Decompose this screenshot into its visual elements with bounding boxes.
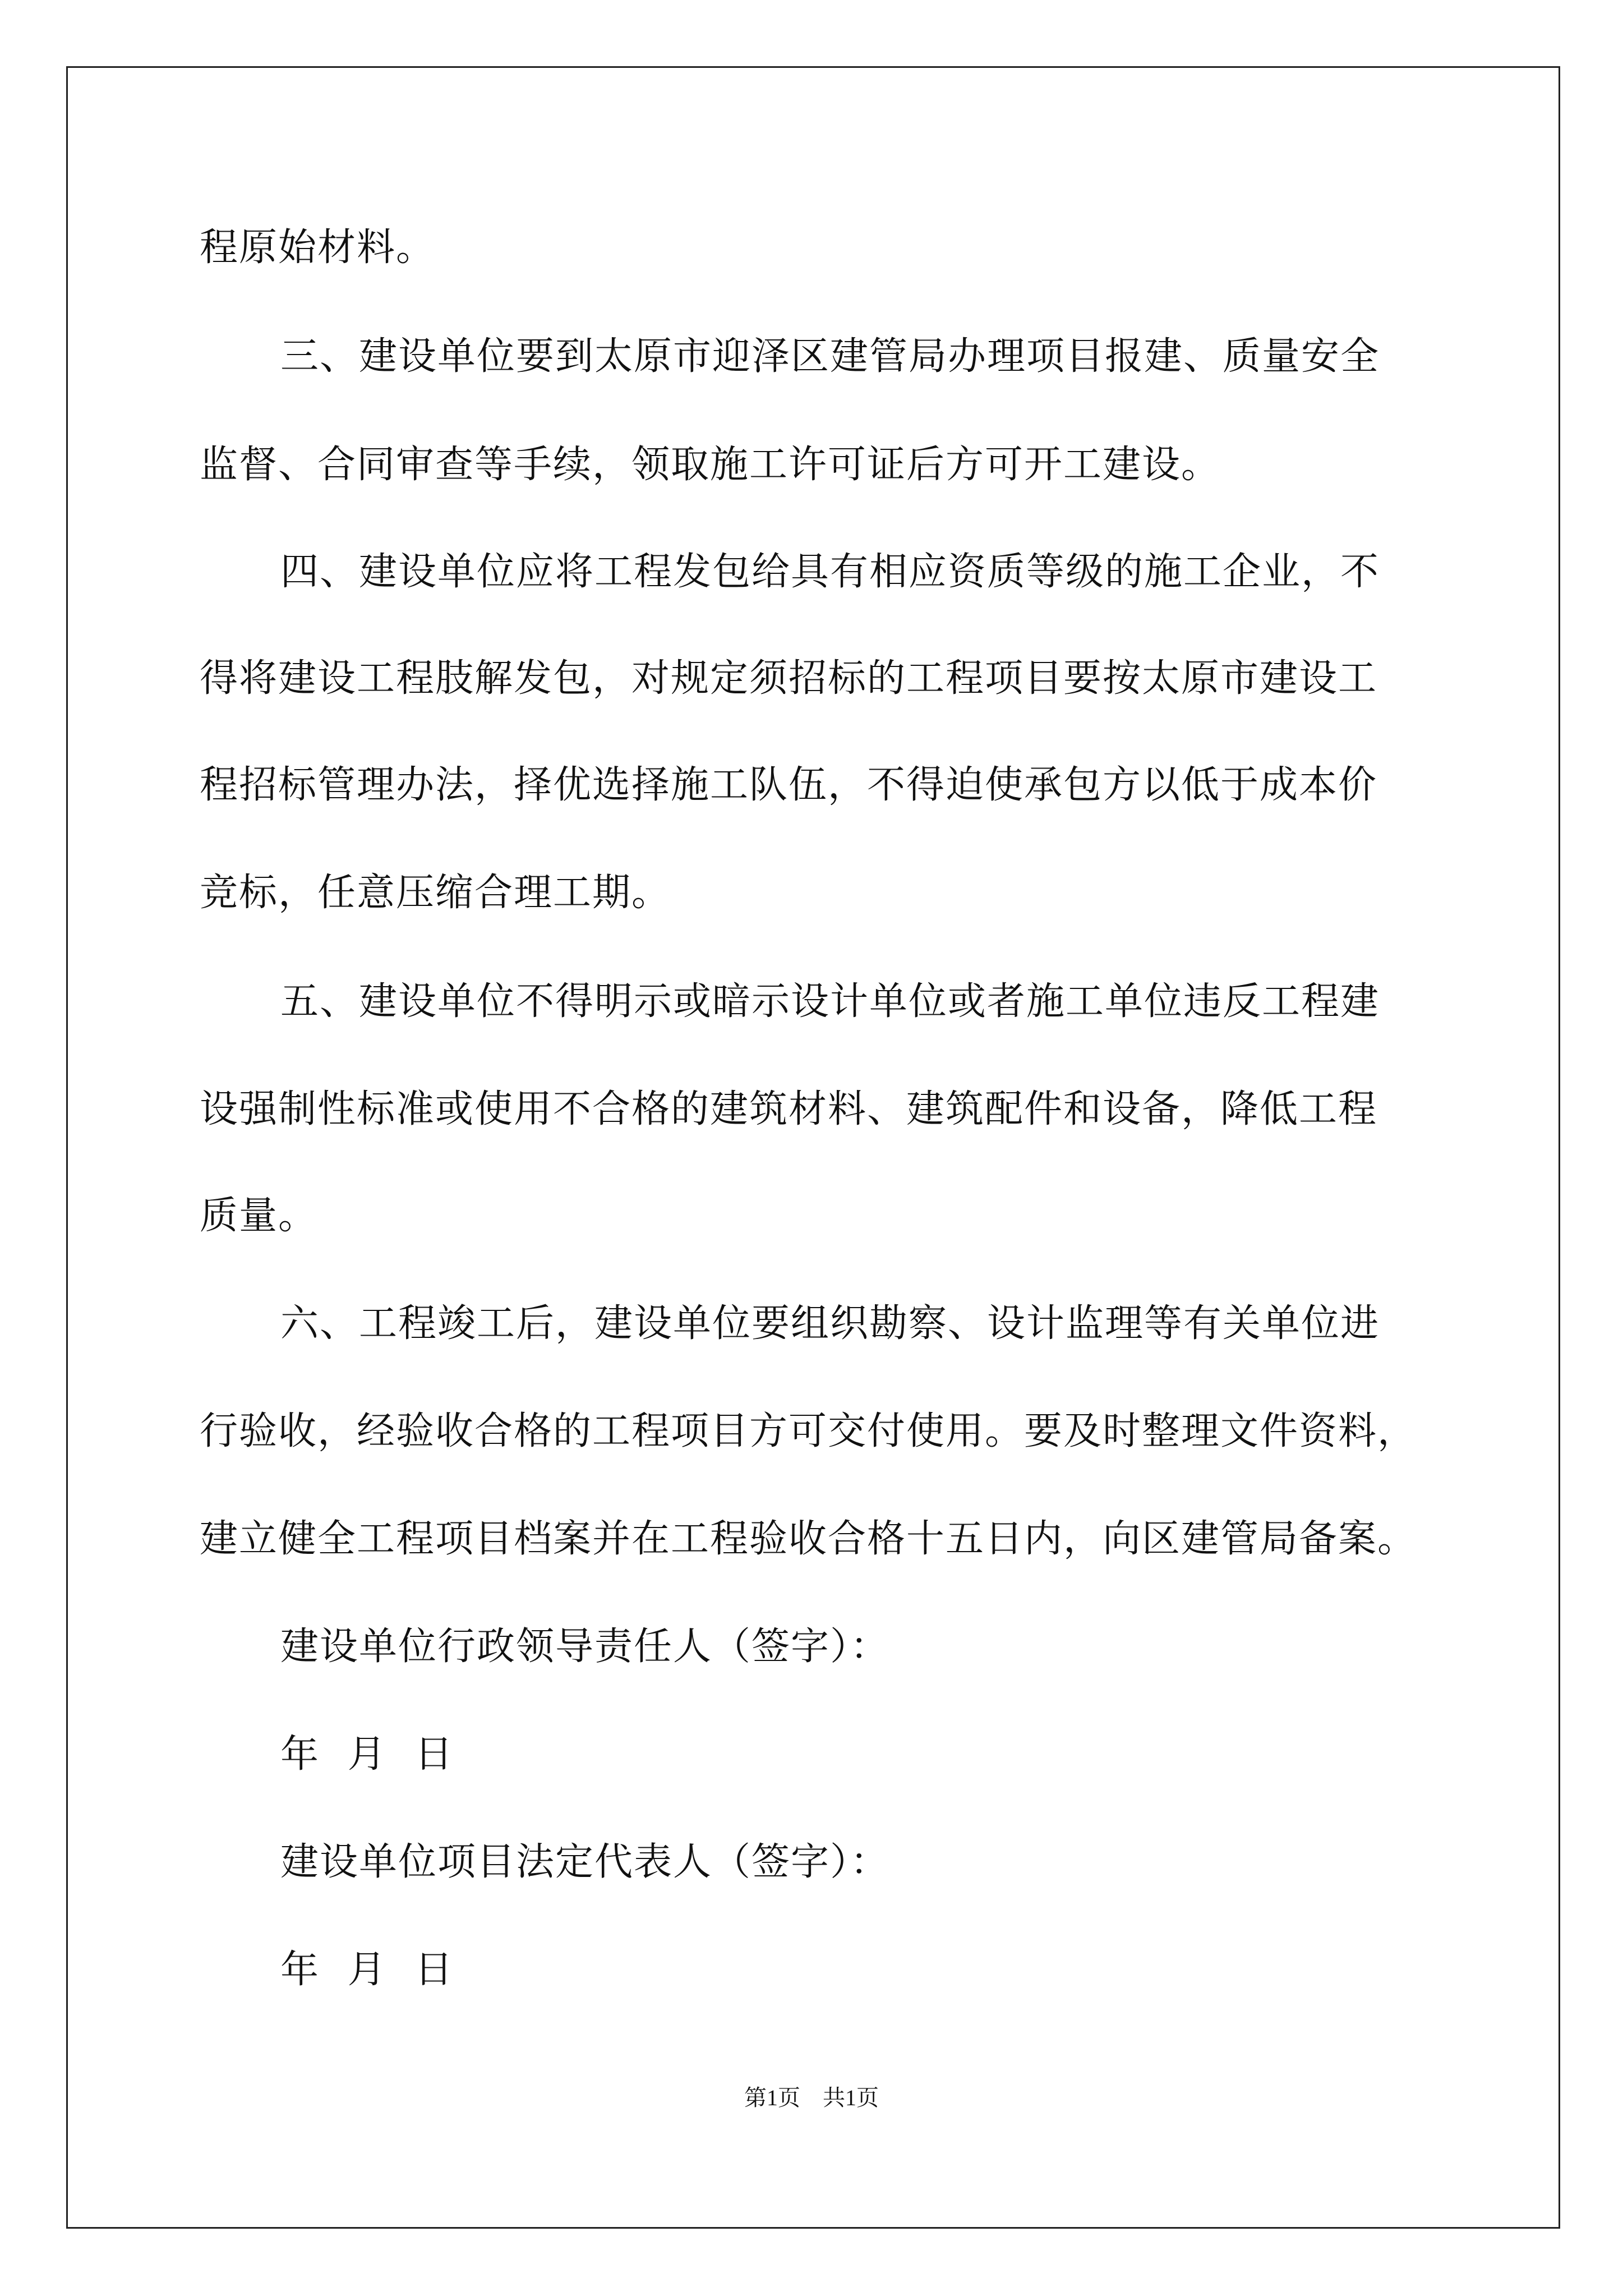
signature-date: 年 月 日 (280, 1948, 454, 1992)
page-number: 第1页 (744, 2085, 800, 2110)
paragraph-line: 行验收，经验收合格的工程项目方可交付使用。要及时整理文件资料， (200, 1409, 1417, 1453)
paragraph-line: 得将建设工程肢解发包，对规定须招标的工程项目要按太原市建设工 (200, 656, 1378, 701)
paragraph-line: 程招标管理办法，择优选择施工队伍，不得迫使承包方以低于成本价 (200, 763, 1378, 807)
paragraph-line: 质量。 (200, 1194, 318, 1238)
paragraph-line: 六、工程竣工后，建设单位要组织勘察、设计监理等有关单位进 (280, 1301, 1380, 1346)
page-footer (0, 2084, 1623, 2112)
page-border (66, 66, 1560, 2229)
paragraph-line: 建立健全工程项目档案并在工程验收合格十五日内，向区建管局备案。 (200, 1517, 1417, 1561)
paragraph-line: 程原始材料。 (200, 226, 436, 270)
signature-label: 建设单位行政领导责任人（签字）： (280, 1625, 890, 1669)
paragraph-line: 五、建设单位不得明示或暗示设计单位或者施工单位违反工程建 (280, 979, 1380, 1024)
page-total: 共1页 (823, 2085, 879, 2110)
paragraph-line: 竞标，任意压缩合理工期。 (200, 871, 671, 915)
signature-date: 年 月 日 (280, 1732, 454, 1777)
paragraph-line: 设强制性标准或使用不合格的建筑材料、建筑配件和设备，降低工程 (200, 1087, 1378, 1131)
signature-label: 建设单位项目法定代表人（签字）： (280, 1840, 890, 1884)
paragraph-line: 四、建设单位应将工程发包给具有相应资质等级的施工企业，不 (280, 550, 1380, 594)
paragraph-line: 三、建设单位要到太原市迎泽区建管局办理项目报建、质量安全 (280, 334, 1380, 379)
paragraph-line: 监督、合同审查等手续，领取施工许可证后方可开工建设。 (200, 443, 1221, 487)
